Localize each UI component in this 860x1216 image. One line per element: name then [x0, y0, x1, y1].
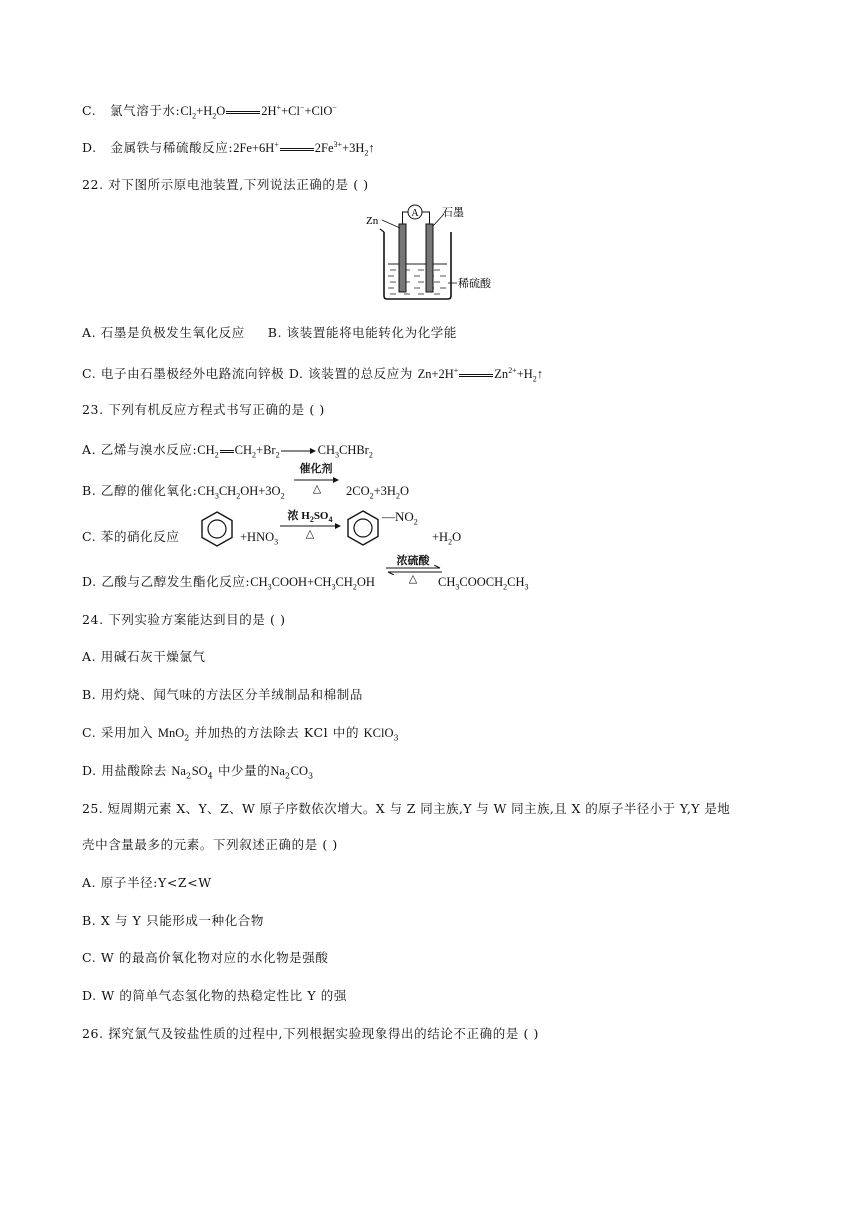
acid-solution	[388, 264, 447, 294]
q25-option-c: C. W 的最高价氧化物对应的水化物是强酸	[82, 950, 329, 965]
q23-option-d	[82, 573, 375, 591]
q25-stem-line1: 25. 短周期元素 X、Y、Z、W 原子序数依次增大。X 与 Z 同主族,Y 与 W 同主族,且 X 的原子半径小于 Y,Y 是地	[82, 801, 731, 816]
eq-part: +H	[516, 367, 533, 381]
option-b: B. 该装置能将电能转化为化学能	[267, 325, 457, 340]
catalyst-label: 催化剂	[299, 462, 333, 475]
q26-stem: 26. 探究氯气及铵盐性质的过程中,下列根据实验现象得出的结论不正确的是 ( )	[82, 1026, 540, 1041]
ester-product: $CH_3COOCH_2CH_3$	[438, 575, 529, 592]
equation: $CH_3CH_2OH+3O_2$	[197, 484, 285, 501]
q25-option-d: D. W 的简单气态氢化物的热稳定性比 Y 的强	[82, 988, 347, 1003]
q23-option-b	[82, 482, 285, 500]
eq-part: COOCH	[459, 575, 504, 589]
eq-part: +3H	[373, 484, 396, 498]
ammeter-label: A	[411, 208, 419, 219]
option-c: C. 电子由石墨极经外电路流向锌极	[82, 366, 285, 381]
eq-part: +H	[432, 530, 449, 544]
option-text: 并加热的方法除去 KCl 中的	[194, 725, 360, 740]
hno3-reactant: $+HNO_3$	[240, 530, 279, 547]
eq-part: 2H	[261, 104, 277, 118]
no2-group: $—NO_2$	[382, 509, 418, 527]
eq-part: CH	[317, 443, 335, 457]
eq-part: KClO	[363, 726, 394, 740]
equals-sign	[280, 148, 314, 151]
eq-part: CH	[438, 575, 456, 589]
eq-part: 2Fe+6H	[233, 141, 275, 155]
option-text: 中少量的	[217, 763, 271, 778]
graphite-electrode	[426, 224, 433, 292]
galvanic-cell-figure	[360, 198, 500, 304]
zinc-electrode	[399, 224, 406, 292]
option-text: 氯气溶于水:	[110, 103, 181, 118]
reaction-arrow-icon	[281, 446, 317, 456]
q22-options-cd	[82, 365, 543, 383]
eq-part: CH	[218, 484, 237, 498]
q22-stem: 22. 对下图所示原电池装置,下列说法正确的是 ( )	[82, 177, 369, 192]
eq-part: Zn+2H	[417, 367, 454, 381]
q25-option-b: B. X 与 Y 只能形成一种化合物	[82, 913, 265, 928]
heat-label: △	[408, 572, 418, 585]
equation: $CH_3COOH+CH_3CH_2OH$	[250, 575, 375, 592]
option-text: C. 采用加入	[82, 725, 154, 740]
eq-part: CHBr	[338, 443, 369, 457]
eq-part: O	[452, 530, 462, 544]
cond-part: SO	[313, 510, 329, 522]
q21-option-c	[82, 102, 337, 120]
zn-label: Zn	[366, 215, 379, 227]
q24-option-b: B. 用灼烧、闻气味的方法区分羊绒制品和棉制品	[82, 687, 363, 702]
q23-stem: 23. 下列有机反应方程式书写正确的是 ( )	[82, 402, 325, 417]
q24-stem: 24. 下列实验方案能达到目的是 ( )	[82, 612, 286, 627]
q24-option-c: C. 采用加入 MnO$_2$ 并加热的方法除去 KCl 中的 KClO$_3$	[82, 725, 400, 743]
eq-part: +H	[196, 104, 213, 118]
equals-sign	[226, 111, 260, 114]
eq-part: +HNO	[240, 530, 275, 544]
option-text: B. 乙醇的催化氧化:	[82, 483, 198, 498]
heat-label: △	[305, 527, 315, 540]
equals-sign	[459, 374, 493, 377]
q24-option-d: D. 用盐酸除去 $Na_2SO_4$ 中少量的$Na_2CO_3$	[82, 763, 314, 781]
equation: $Cl_2+H_2O$ 2H++Cl−+ClO−	[180, 102, 337, 121]
eq-part: +Cl	[281, 104, 300, 118]
conc-acid-label: 浓硫酸	[396, 554, 430, 567]
nitrobenzene-ring-icon	[346, 508, 382, 548]
eq-part: O	[399, 484, 409, 498]
eq-part: Cl	[180, 104, 193, 118]
eq-part: COOH+CH	[271, 575, 332, 589]
cond-part: 浓 H	[287, 510, 310, 522]
eq-part: +3H	[342, 141, 365, 155]
option-text: D. 乙酸与乙醇发生酯化反应:	[82, 574, 251, 589]
eq-part: —NO	[382, 509, 414, 524]
eq-part: MnO	[157, 726, 185, 740]
q24-option-a: A. 用碱石灰干燥氯气	[82, 649, 206, 664]
q25-option-a: A. 原子半径:Y<Z<W	[82, 875, 212, 890]
eq-part: CH	[197, 443, 215, 457]
q23-option-b-products: $2CO_2+3H_2O$	[346, 484, 409, 501]
acid-label: 稀硫酸	[458, 278, 491, 290]
graphite-label: 石墨	[442, 207, 464, 219]
q21-option-d	[82, 139, 375, 157]
q23-option-c: C. 苯的硝化反应	[82, 529, 180, 544]
option-text: D. 用盐酸除去	[82, 763, 167, 778]
eq-part: +ClO	[304, 104, 333, 118]
option-d: D. 该装置的总反应为	[288, 366, 413, 381]
option-text: A. 乙烯与溴水反应:	[82, 442, 198, 457]
eq-part: Na	[270, 764, 285, 778]
water-product: $+H_2O$	[432, 530, 462, 547]
beaker	[384, 232, 451, 299]
double-bond	[220, 450, 234, 453]
eq-part: Zn	[494, 367, 509, 381]
q23-option-a	[82, 441, 373, 459]
eq-part: CH	[507, 575, 525, 589]
eq-part: 2Fe	[314, 141, 334, 155]
eq-part: O	[216, 104, 226, 118]
equation: 2Fe+6H+ $2Fe^{3+}+3H_2↑$	[233, 139, 375, 158]
eq-part: 2CO	[346, 484, 370, 498]
eq-part: +Br	[256, 443, 276, 457]
equation: Zn+2H+ $Zn^{2+}+H_2↑$	[417, 365, 544, 384]
condition-label: 浓 $H_2SO_4$	[287, 510, 333, 525]
q25-stem-line2: 壳中含量最多的元素。下列叙述正确的是 ( )	[82, 837, 338, 852]
eq-part: CH	[250, 575, 268, 589]
option-text: 金属铁与稀硫酸反应:	[110, 140, 234, 155]
up-arrow-icon: ↑	[536, 367, 544, 381]
option-a: A. 石墨是负极发生氧化反应	[82, 325, 245, 340]
eq-part: CH	[197, 484, 215, 498]
option-label: D.	[82, 140, 97, 155]
eq-part: CH	[234, 443, 253, 457]
equation: $CH_2$ $CH_2+Br_2$ $CH_3CHBr_2$	[197, 443, 373, 460]
eq-part: Na	[171, 764, 186, 778]
eq-part: CO	[290, 764, 309, 778]
eq-part: CH	[335, 575, 353, 589]
up-arrow-icon: ↑	[368, 141, 375, 155]
option-label: C.	[82, 103, 97, 118]
eq-part: OH	[356, 575, 375, 589]
benzene-ring-icon	[200, 510, 234, 548]
eq-part: OH+3O	[240, 484, 281, 498]
heat-label: △	[312, 482, 322, 495]
q22-options-ab	[82, 324, 457, 342]
eq-part: SO	[191, 764, 208, 778]
